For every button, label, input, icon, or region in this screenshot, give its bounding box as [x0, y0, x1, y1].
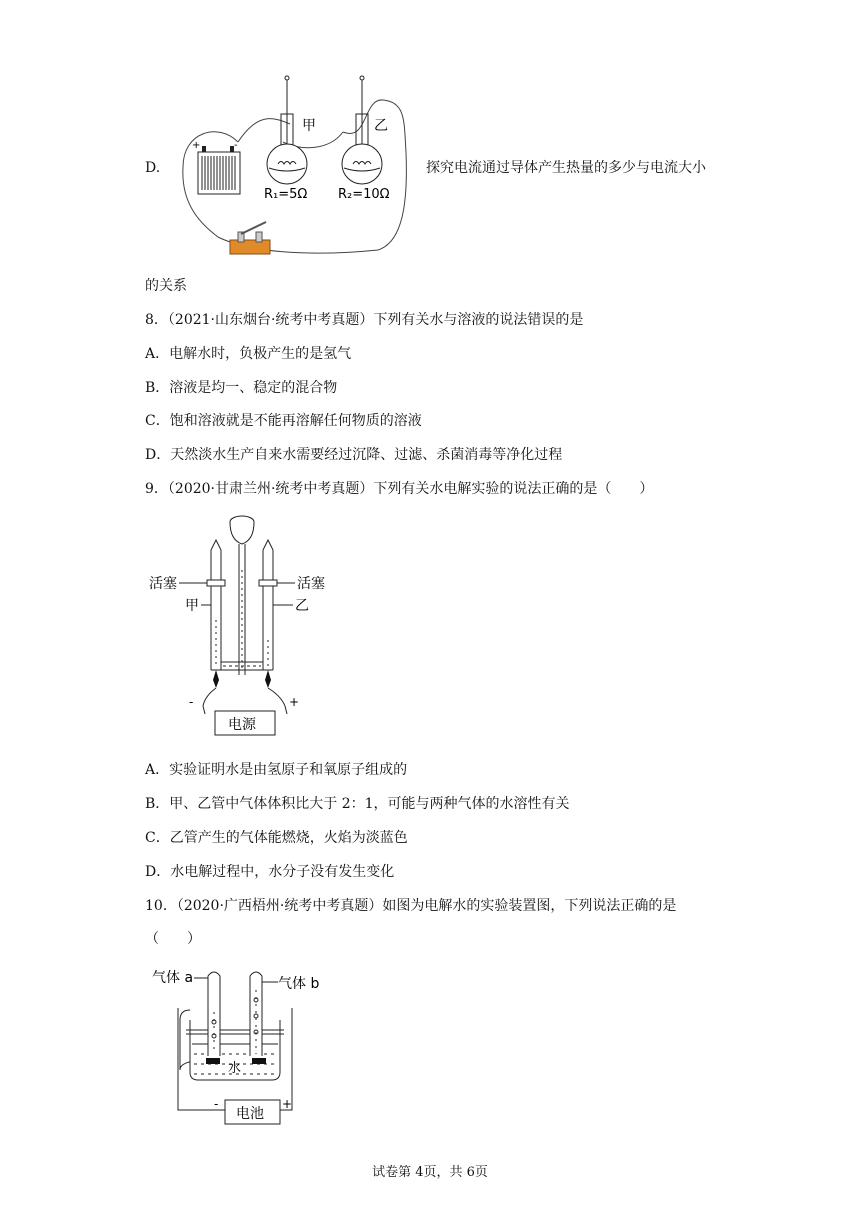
gas-b-label: 气体 b — [278, 976, 320, 992]
q9-stem: 9．（2020·甘肃兰州·统考中考真题）下列有关水电解实验的说法正确的是（ ） — [145, 481, 654, 497]
battery-icon — [198, 146, 240, 194]
q7-option-d-text-line1: 探究电流通过导体产生热量的多少与电流大小 — [426, 160, 706, 176]
power-supply-label: 电源 — [228, 717, 256, 733]
water-label: 水 — [228, 1061, 242, 1076]
q9-option-a: A．实验证明水是由氢原子和氧原子组成的 — [145, 762, 408, 778]
q7-joule-heating-figure — [178, 72, 418, 264]
flask-yi-label: 乙 — [374, 118, 388, 134]
minus-label: - — [214, 1097, 219, 1111]
flask-jia-icon — [267, 76, 307, 184]
battery-label: 电池 — [236, 1106, 264, 1122]
battery-minus-label: - — [234, 140, 238, 151]
q9-option-b: B．甲、乙管中气体体积比大于 2：1，可能与两种气体的水溶性有关 — [145, 796, 570, 812]
plus-label: + — [289, 695, 300, 709]
q7-option-d-text-line2: 的关系 — [145, 278, 187, 294]
q10-stem-line1: 10．（2020·广西梧州·统考中考真题）如图为电解水的实验装置图，下列说法正确的是 — [145, 898, 677, 914]
minus-label: - — [189, 695, 194, 709]
stopcock-right-label: 活塞 — [297, 576, 325, 592]
page-footer: 试卷第 4页，共 6页 — [372, 1165, 488, 1180]
q8-stem: 8．（2021·山东烟台·统考中考真题）下列有关水与溶液的说法错误的是 — [145, 312, 584, 328]
battery-plus-label: + — [192, 140, 201, 151]
q9-option-c: C．乙管产生的气体能燃烧，火焰为淡蓝色 — [145, 830, 408, 846]
tube-yi-label: 乙 — [295, 598, 309, 614]
tube-jia-label: 甲 — [185, 598, 199, 614]
q8-option-b: B．溶液是均一、稳定的混合物 — [145, 380, 338, 396]
q7-option-d-letter: D. — [145, 160, 161, 176]
plus-label: + — [282, 1097, 293, 1111]
gas-a-label: 气体 a — [152, 970, 194, 986]
stopcock-left-label: 活塞 — [149, 576, 177, 592]
flask-jia-label: 甲 — [302, 118, 316, 134]
q8-option-a: A．电解水时，负极产生的是氢气 — [145, 346, 352, 362]
resistor-r2-label: R₂=10Ω — [338, 187, 390, 202]
q8-option-d: D．天然淡水生产自来水需要经过沉降、过滤、杀菌消毒等净化过程 — [145, 447, 563, 463]
resistor-r1-label: R₁=5Ω — [264, 187, 308, 202]
q9-electrolysis-hofmann-figure — [145, 510, 355, 742]
switch-icon — [230, 222, 270, 254]
q9-option-d: D．水电解过程中，水分子没有发生变化 — [145, 864, 395, 880]
q10-electrolysis-figure — [150, 960, 320, 1128]
q8-option-c: C．饱和溶液就是不能再溶解任何物质的溶液 — [145, 413, 422, 429]
q10-stem-line2: （ ） — [145, 931, 201, 947]
